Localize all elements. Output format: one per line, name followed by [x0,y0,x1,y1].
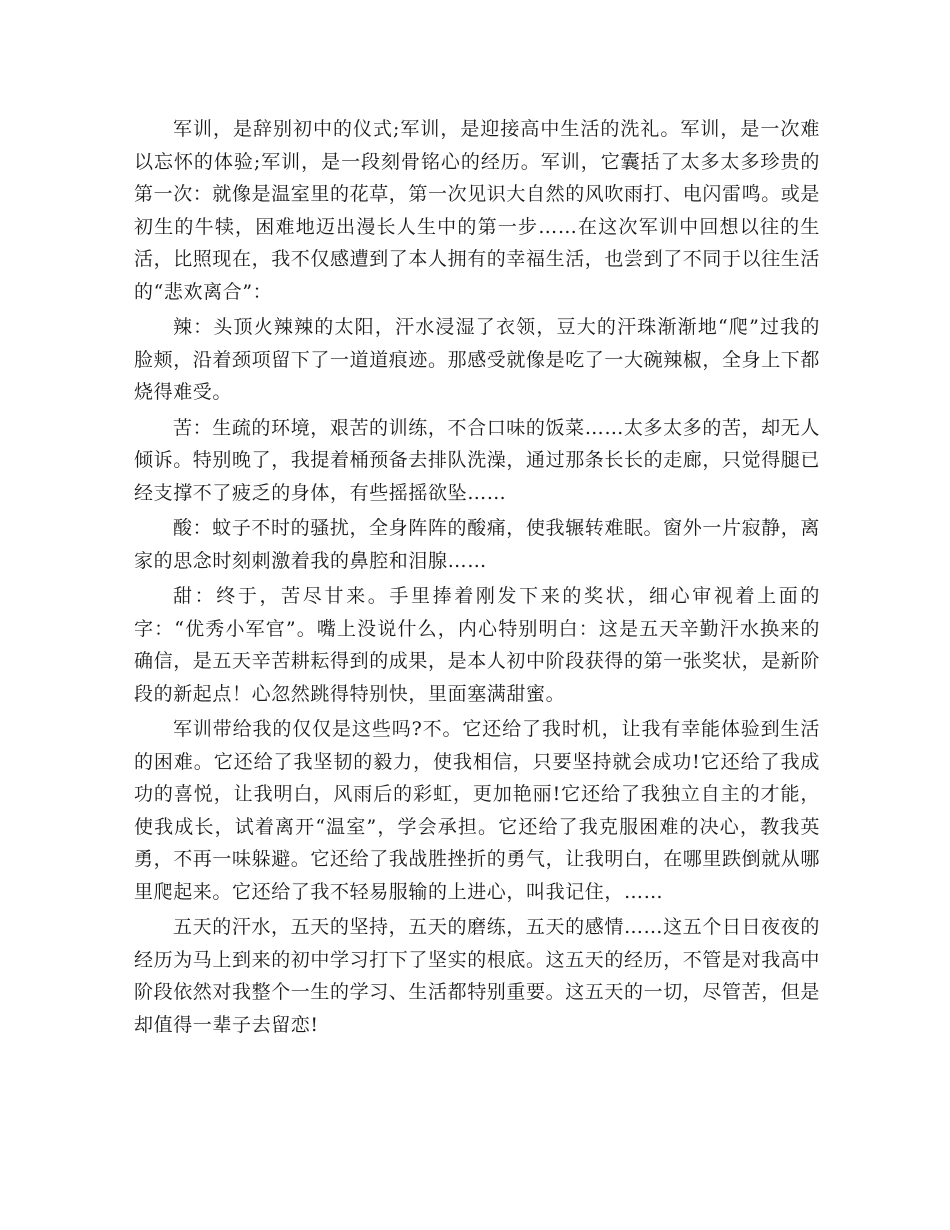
paragraph-spicy: 辣：头顶火辣辣的太阳，汗水浸湿了衣领，豆大的汗珠渐渐地“爬”过我的脸颊，沿着颈项留下了一道道痕迹。那感受就像是吃了一大碗辣椒，全身上下都烧得难受。 [134,316,821,403]
paragraph-sweet: 甜：终于，苦尽甘来。手里捧着刚发下来的奖状，细心审视着上面的字：“优秀小军官”。嘴上没说什么，内心特别明白：这是五天辛勤汗水换来的确信，是五天辛苦耕耘得到的成果，是本人初中阶段获得的第一张奖状，是新阶段的新起点！心忽然跳得特别快，里面塞满甜蜜。 [134,585,821,705]
paragraph-conclusion: 五天的汗水，五天的坚持，五天的磨练，五天的感情……这五个日日夜夜的经历为马上到来的初中学习打下了坚实的根底。这五天的经历，不管是对我高中阶段依然对我整个一生的学习、生活都特别重要。这五天的一切，尽管苦，但是却值得一辈子去留恋! [134,916,821,1036]
paragraph-gains: 军训带给我的仅仅是这些吗?不。它还给了我时机，让我有幸能体验到生活的困难。它还给了我坚韧的毅力，使我相信，只要坚持就会成功!它还给了我成功的喜悦，让我明白，风雨后的彩虹，更加艳丽!它还给了我独立自主的才能，使我成长，试着离开“温室”，学会承担。它还给了我克服困难的决心，教我英勇，不再一味躲避。它还给了我战胜挫折的勇气，让我明白，在哪里跌倒就从哪里爬起来。它还给了我不轻易服输的上进心，叫我记住，…… [134,718,821,903]
paragraph-sour: 酸：蚊子不时的骚扰，全身阵阵的酸痛，使我辗转难眠。窗外一片寂静，离家的思念时刻刺激着我的鼻腔和泪腺…… [134,517,820,572]
paragraph-bitter: 苦：生疏的环境，艰苦的训练，不合口味的饭菜……太多太多的苦，却无人倾诉。特别晚了，我提着桶预备去排队洗澡，通过那条长长的走廊，只觉得腿已经支撑不了疲乏的身体，有些摇摇欲坠…… [134,416,821,504]
document-page [134,113,820,1044]
paragraph-intro: 军训，是辞别初中的仪式;军训，是迎接高中生活的洗礼。军训，是一次难以忘怀的体验;军训，是一段刻骨铭心的经历。军训，它囊括了太多太多珍贵的第一次：就像是温室里的花草，第一次见识大自然的风吹雨打、电闪雷鸣。或是初生的牛犊，困难地迈出漫长人生中的第一步……在这次军训中回想以往的生活，比照现在，我不仅感遭到了本人拥有的幸福生活，也尝到了不同于以往生活的“悲欢离合”： [134,118,821,303]
